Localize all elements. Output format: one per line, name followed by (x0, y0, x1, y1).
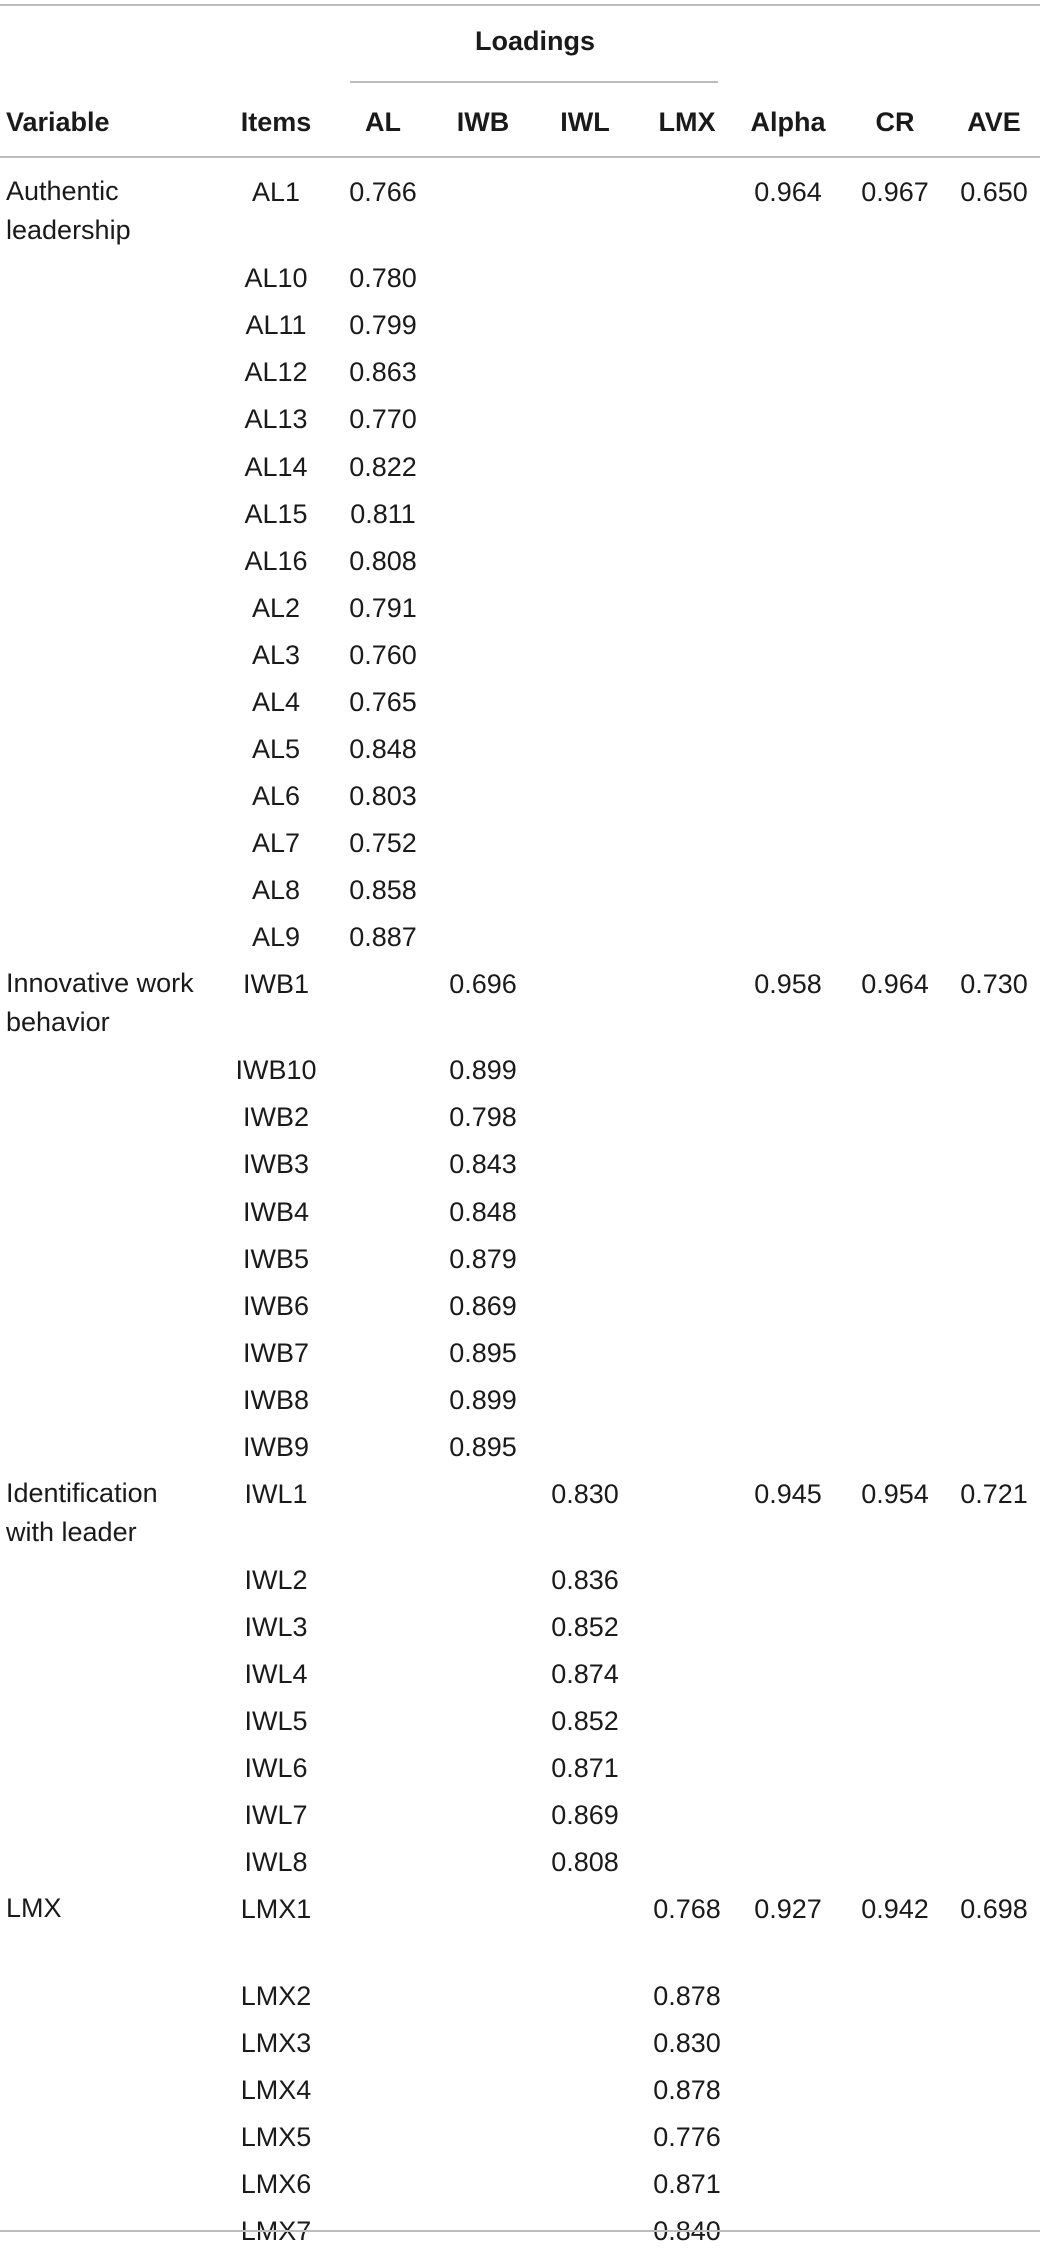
loading-value: 0.879 (449, 1243, 517, 1274)
loading-value: 0.799 (349, 310, 417, 341)
item-label: AL1 (251, 177, 301, 207)
header-ave: AVE (967, 107, 1021, 137)
item-label: LMX2 (240, 1980, 312, 2011)
item-label: IWL5 (244, 1706, 308, 1737)
item-label: LMX7 (240, 2216, 312, 2246)
loading-value: 0.858 (349, 874, 417, 905)
loading-value: 0.791 (349, 592, 417, 623)
loading-value: 0.768 (653, 1894, 721, 1925)
item-label: AL16 (244, 545, 308, 576)
loading-value: 0.840 (653, 2216, 721, 2246)
item-label: IWL2 (244, 1565, 308, 1596)
item-label: IWB7 (242, 1337, 310, 1368)
loading-value: 0.798 (449, 1102, 517, 1133)
item-label: IWL4 (244, 1659, 308, 1690)
loading-value: 0.848 (349, 733, 417, 764)
loading-value: 0.843 (449, 1149, 517, 1180)
alpha-value: 0.958 (754, 969, 822, 1000)
item-label: IWB5 (242, 1243, 310, 1274)
loading-value: 0.803 (349, 780, 417, 811)
ave-value: 0.721 (960, 1478, 1028, 1509)
loading-value: 0.811 (350, 498, 416, 529)
loading-value: 0.848 (449, 1196, 517, 1227)
loading-value: 0.752 (349, 827, 417, 858)
header-cr: CR (875, 107, 915, 137)
loading-value: 0.878 (653, 1980, 721, 2011)
variable-name: Authentic leadership (6, 176, 131, 245)
loading-value: 0.776 (653, 2121, 721, 2152)
item-label: IWB10 (235, 1055, 317, 1086)
item-label: AL9 (251, 922, 301, 952)
cr-value: 0.964 (861, 969, 929, 1000)
loading-value: 0.808 (349, 545, 417, 576)
loading-value: 0.878 (653, 2074, 721, 2105)
loading-value: 0.899 (449, 1055, 517, 1086)
loading-value: 0.871 (653, 2168, 721, 2199)
loading-value: 0.822 (349, 451, 417, 482)
header-lmx: LMX (658, 107, 716, 137)
loading-value: 0.766 (349, 177, 417, 207)
cr-value: 0.967 (861, 177, 929, 207)
item-label: AL5 (251, 733, 301, 764)
item-label: IWB1 (242, 969, 310, 1000)
loading-value: 0.895 (449, 1431, 517, 1462)
item-label: AL3 (251, 639, 301, 670)
item-label: AL8 (251, 874, 301, 905)
loading-value: 0.852 (551, 1612, 619, 1643)
item-label: LMX3 (240, 2027, 312, 2058)
loading-value: 0.830 (653, 2027, 721, 2058)
ave-value: 0.698 (960, 1894, 1028, 1925)
loading-value: 0.760 (349, 639, 417, 670)
item-label: IWL1 (244, 1478, 308, 1509)
item-label: LMX1 (240, 1894, 312, 1925)
item-label: IWB4 (242, 1196, 310, 1227)
alpha-value: 0.964 (754, 177, 822, 207)
ave-value: 0.730 (960, 969, 1028, 1000)
item-label: AL7 (251, 827, 301, 858)
item-label: AL10 (244, 263, 308, 294)
header-rule (0, 156, 1040, 158)
header-al: AL (365, 107, 401, 137)
item-label: AL14 (244, 451, 308, 482)
loading-value: 0.863 (349, 357, 417, 388)
loading-value: 0.808 (551, 1847, 619, 1878)
loading-value: 0.887 (349, 922, 417, 952)
item-label: AL15 (244, 498, 308, 529)
item-label: AL4 (251, 686, 301, 717)
variable-name: Identification with leader (6, 1477, 158, 1547)
loading-value: 0.836 (551, 1565, 619, 1596)
loading-value: 0.765 (349, 686, 417, 717)
loading-value: 0.869 (449, 1290, 517, 1321)
item-label: IWB3 (242, 1149, 310, 1180)
table-top-rule (0, 4, 1040, 6)
item-label: IWL8 (244, 1847, 308, 1878)
item-label: LMX6 (240, 2168, 312, 2199)
variable-name: Innovative work behavior (6, 968, 194, 1038)
item-label: AL11 (245, 310, 307, 341)
header-iwb: IWB (456, 107, 510, 137)
loading-value: 0.696 (449, 969, 517, 1000)
item-label: AL6 (251, 780, 301, 811)
loading-value: 0.770 (349, 404, 417, 435)
alpha-value: 0.927 (754, 1894, 822, 1925)
loading-value: 0.874 (551, 1659, 619, 1690)
header-alpha: Alpha (750, 107, 826, 137)
loading-value: 0.871 (551, 1753, 619, 1784)
loading-value: 0.869 (551, 1800, 619, 1831)
item-label: IWL6 (244, 1753, 308, 1784)
loading-value: 0.899 (449, 1384, 517, 1415)
ave-value: 0.650 (960, 177, 1028, 207)
item-label: IWB2 (242, 1102, 310, 1133)
item-label: IWL3 (244, 1612, 308, 1643)
alpha-value: 0.945 (754, 1478, 822, 1509)
loadings-underline (350, 81, 718, 83)
item-label: LMX4 (240, 2074, 312, 2105)
header-iwl: IWL (560, 107, 610, 137)
header-variable: Variable (6, 107, 110, 137)
item-label: IWB6 (242, 1290, 310, 1321)
item-label: IWB8 (242, 1384, 310, 1415)
loading-value: 0.830 (551, 1478, 619, 1509)
loading-value: 0.895 (449, 1337, 517, 1368)
cr-value: 0.954 (861, 1478, 929, 1509)
cr-value: 0.942 (861, 1894, 929, 1925)
item-label: IWL7 (244, 1800, 308, 1831)
item-label: LMX5 (240, 2121, 312, 2152)
item-label: AL2 (251, 592, 301, 623)
variable-name: LMX (6, 1893, 62, 1924)
item-label: AL12 (244, 357, 308, 388)
header-items: Items (240, 107, 312, 137)
item-label: AL13 (244, 404, 308, 435)
loading-value: 0.852 (551, 1706, 619, 1737)
header-loadings: Loadings (475, 26, 595, 56)
loading-value: 0.780 (349, 263, 417, 294)
item-label: IWB9 (242, 1431, 310, 1462)
table-bottom-rule (0, 2230, 1040, 2232)
